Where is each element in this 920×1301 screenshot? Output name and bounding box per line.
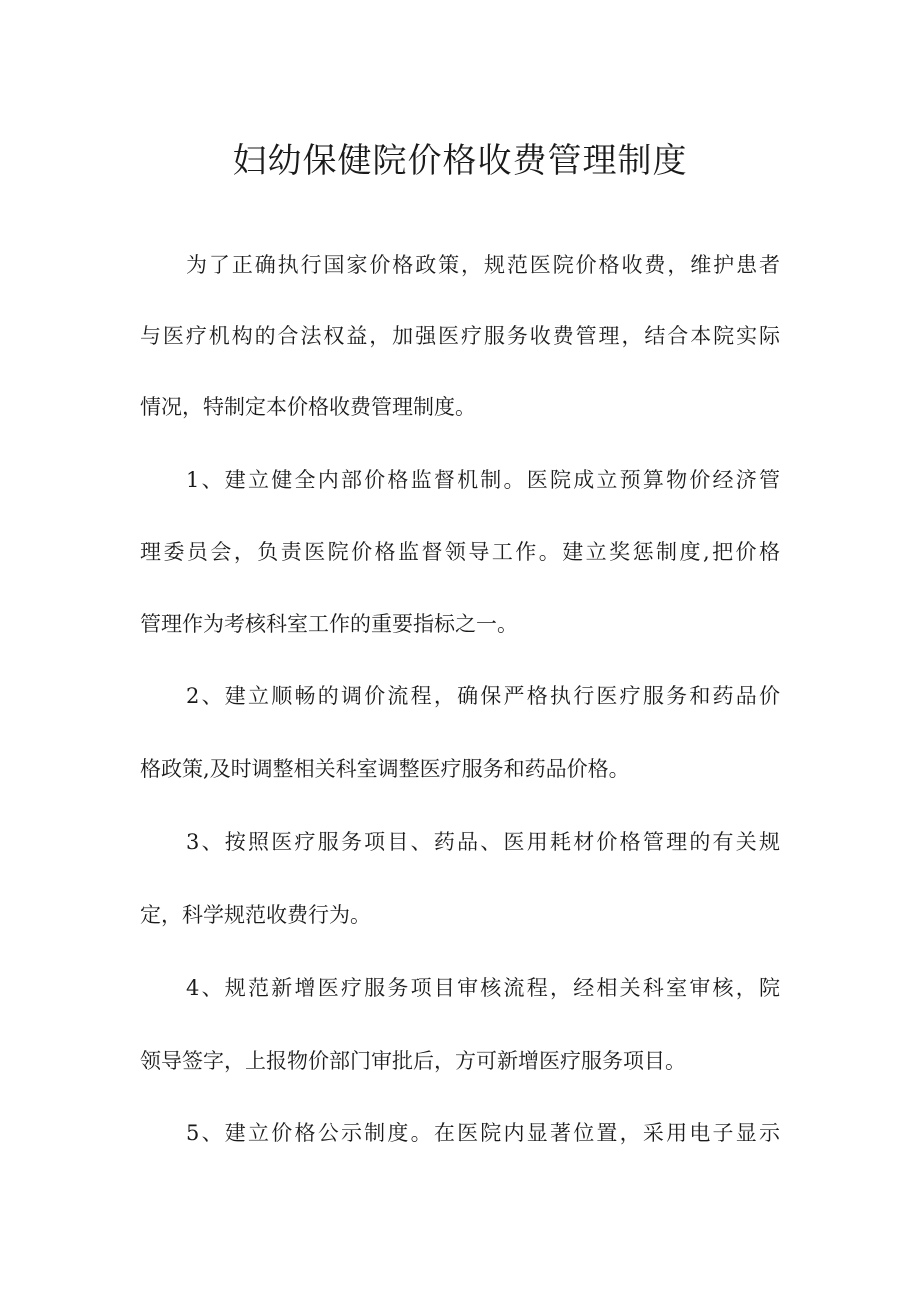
- paragraph-4-line-2: 领导签字，上报物价部门审批后，方可新增医疗服务项目。: [140, 1049, 686, 1073]
- paragraph-intro-line-1: 为了正确执行国家价格政策，规范医院价格收费，维护患者: [186, 253, 780, 277]
- document-title: 妇幼保健院价格收费管理制度: [232, 141, 688, 181]
- paragraph-2-line-2: 格政策,及时调整相关科室调整医疗服务和药品价格。: [140, 757, 630, 781]
- paragraph-1-line-2: 理委员会，负责医院价格监督领导工作。建立奖惩制度,把价格: [140, 540, 780, 564]
- paragraph-3-line-1: 3、按照医疗服务项目、药品、医用耗材价格管理的有关规: [186, 830, 780, 854]
- paragraph-2-line-1: 2、建立顺畅的调价流程，确保严格执行医疗服务和药品价: [186, 684, 780, 708]
- paragraph-1-line-3: 管理作为考核科室工作的重要指标之一。: [140, 612, 518, 636]
- paragraph-1-line-1: 1、建立健全内部价格监督机制。医院成立预算物价经济管: [186, 468, 780, 492]
- paragraph-intro-line-2: 与医疗机构的合法权益，加强医疗服务收费管理，结合本院实际: [140, 324, 780, 348]
- paragraph-intro-line-3: 情况，特制定本价格收费管理制度。: [140, 395, 476, 419]
- paragraph-4-line-1: 4、规范新增医疗服务项目审核流程，经相关科室审核，院: [186, 976, 780, 1000]
- paragraph-3-line-2: 定，科学规范收费行为。: [140, 903, 371, 927]
- paragraph-5-line-1: 5、建立价格公示制度。在医院内显著位置，采用电子显示: [186, 1121, 780, 1145]
